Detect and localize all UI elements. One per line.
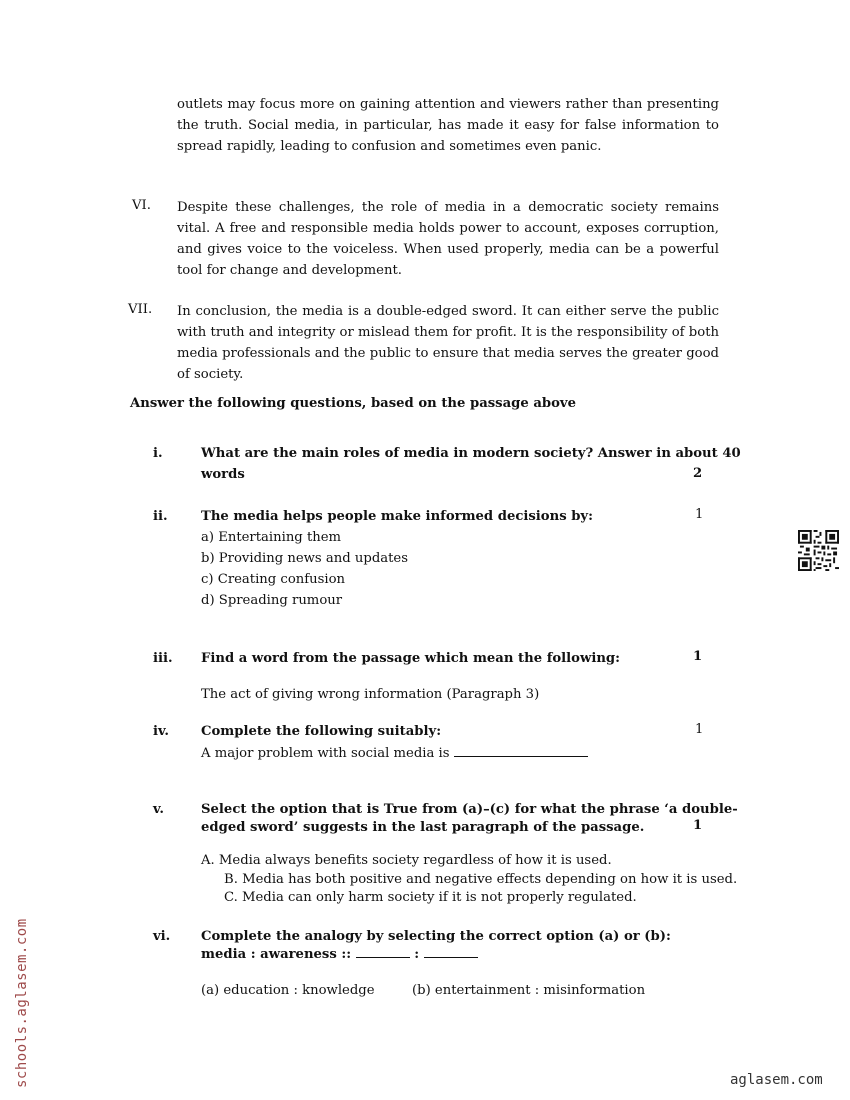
paragraph-6-number: VI. [132,198,151,213]
analogy-separator: : [414,947,420,962]
question-5-marks: 1 [693,818,703,833]
question-1-marks: 2 [693,466,703,481]
question-5-option-b: B. Media has both positive and negative effects depending on how it is used. [224,872,738,887]
qr-code-icon [798,530,839,571]
question-2-option-c: c) Creating confusion [201,572,346,587]
question-2-option-b: b) Providing news and updates [201,551,408,566]
paragraph-6-text: Despite these challenges, the role of media in a democratic society remains vital. A free and responsible media holds power to account, exposes corruption, and gives voice to the voiceless. When used properly, media can be a powerful tool for change and development. [177,200,719,278]
analogy-head: media : awareness :: [201,947,352,962]
question-2-option-a: a) Entertaining them [201,530,342,545]
question-5-option-c: C. Media can only harm society if it is not properly regulated. [224,890,637,905]
question-3-text: Find a word from the passage which mean the following: [201,651,621,666]
question-6-text: Complete the analogy by selecting the correct option (a) or (b): [201,929,671,944]
question-6-number: vi. [153,929,171,944]
question-2-marks: 1 [695,507,704,522]
passage-paragraph-5-continuation: outlets may focus more on gaining attention and viewers rather than presenting the truth. Social media, in particular, has made it easy for false information to spread rapidly, leading to confusion and sometimes even panic. [177,97,719,154]
question-6-option-b: (b) entertainment : misinformation [412,983,646,998]
question-1-text-line-1: What are the main roles of media in modern society? Answer in about 40 [201,446,741,461]
question-4-prompt: A major problem with social media is [201,746,450,761]
paragraph-7-text: In conclusion, the media is a double-edged sword. It can either serve the public with truth and integrity or mislead them for profit. It is the responsibility of both media professionals and the public to ensure that media serves the greater good of society. [177,304,719,382]
question-2-number: ii. [153,509,168,524]
question-2-text: The media helps people make informed decisions by: [201,509,593,524]
question-5-option-a: A. Media always benefits society regardless of how it is used. [201,853,612,868]
question-1-text-line-2: words [201,467,245,482]
question-4-prompt-line [201,742,588,764]
question-5-text-line-2: edged sword’ suggests in the last paragraph of the passage. [201,820,645,835]
question-3-prompt: The act of giving wrong information (Paragraph 3) [201,687,540,702]
question-6-option-a: (a) education : knowledge [201,983,375,998]
answer-blank [454,742,588,757]
question-2-option-d: d) Spreading rumour [201,593,343,608]
footer-watermark: aglasem.com [730,1072,823,1088]
analogy-blank-2 [424,944,478,958]
paragraph-7-number: VII. [128,302,153,317]
questions-instruction: Answer the following questions, based on the passage above [130,396,576,411]
analogy-blank-1 [356,944,410,958]
side-watermark: schools.aglasem.com [14,918,30,1088]
question-5-text-line-1: Select the option that is True from (a)–(c) for what the phrase ‘a double- [201,802,738,817]
question-1-number: i. [153,446,163,461]
question-6-analogy [201,944,478,965]
question-4-number: iv. [153,724,169,739]
question-3-number: iii. [153,651,173,666]
question-4-text: Complete the following suitably: [201,724,442,739]
question-5-number: v. [153,802,164,817]
question-3-marks: 1 [693,649,703,664]
question-4-marks: 1 [695,722,704,737]
